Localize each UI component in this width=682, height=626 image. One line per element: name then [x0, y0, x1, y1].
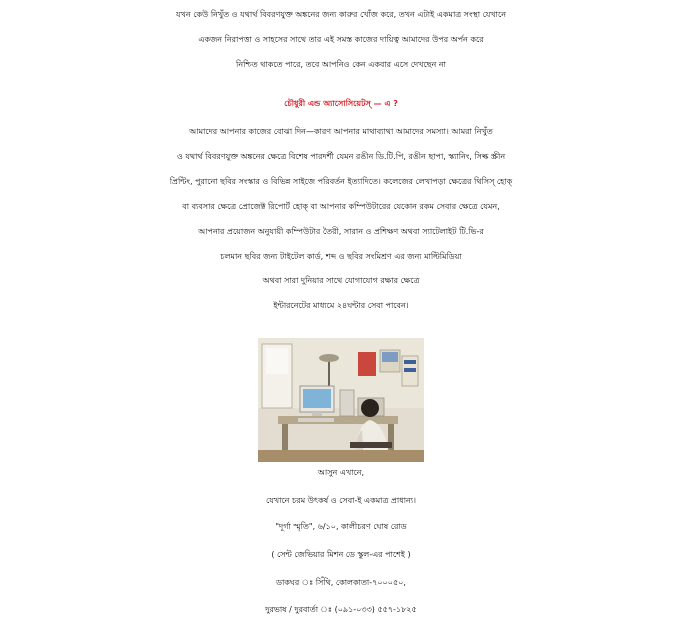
address-line-3: "দূর্গা স্মৃতি", ৬/১০, কালীচরণ ঘোষ রোড [275, 522, 407, 531]
intro-line-1: যখন কেউ নিখুঁত ও যথার্থ বিবরণযুক্ত অঙ্কনের জন্য কারুর খোঁজ করে, তখন এটাই একমাত্র সংস্থা যেখানে [176, 10, 506, 19]
address-line-1: আসুন এখানে, [317, 468, 365, 477]
company-headline: চৌধুরী এন্ড অ্যাসোসিয়েটস্ — এ ? [284, 99, 398, 108]
office-photo-illustration [258, 338, 424, 462]
address-line-6: দুরভাষ / দুরবার্তা ঃ (০৯১-০৩৩) ৫৫৭-১৮২৫ [265, 605, 417, 614]
body-line-3: প্রিন্টিং, পুরানো ছবির সংস্কার ও বিভিন্ন সাইজে পরিবর্তন ইত্যাদিতে। কলেজের লেখাপড়া ক্ষেত্রের থিসিস্ হোক্ [169, 177, 513, 186]
address-line-4: ( সেন্ট জেভিয়ার মিশন ডে স্কুল-এর পাশেই ) [271, 550, 411, 559]
body-line-5: আপনার প্রয়োজন অনুযায়ী কম্পিউটার তৈরী, সারান ও প্রশিক্ষণ অথবা স্যাটেলাইট টি.ভি-র [198, 227, 484, 236]
body-line-8: ইন্টারনেটের মাধ্যমে ২৪ঘন্টার সেবা পাবেন। [273, 301, 409, 310]
address-line-5: ডাকঘর ঃ সিঁথি, কোলকাতা-৭০০০৫০, [276, 578, 406, 587]
intro-line-3: নিশ্চিত থাকতে পারে, তবে আপনিও কেন একবার এসে দেখছেন না [236, 60, 446, 69]
body-line-7: অথবা সারা দুনিয়ার সাথে যোগাযোগ রক্ষার ক্ষেত্রে [262, 276, 420, 285]
body-line-4: বা ব্যবসার ক্ষেত্রে প্রোজেক্ট রিপোর্ট হোক্ বা আপনার কম্পিউটারের যেকোন রকম সেবার ক্ষেত্রে যেমন, [182, 202, 500, 211]
body-line-1: আমাদের আপনার কাজের বোঝা দিন—কারণ আপনার মাথাব্যাথা আমাদের সমস্যা। আমরা নিখুঁত [189, 127, 493, 136]
body-line-2: ও যথার্থ বিবরণযুক্ত অঙ্কনের ক্ষেত্রে বিশেষ পারদর্শী যেমন রঙীন ডি.টি.পি, রঙীন ছাপা, স্ক্যানিং, সিল্ক স্ক্রীন [176, 152, 506, 161]
intro-line-2: একজন নিরাপত্তা ও সাহসের সাথে তার এই সমস্ত কাজের দায়িত্ব আমাদের উপর অর্পন করে [198, 35, 484, 44]
office-photo [258, 338, 424, 462]
address-line-2: যেখানে চরম উৎকর্ষ ও সেবা-ই একমাত্র প্রাধান্য। [266, 496, 416, 505]
body-line-6: চলমান ছবির জন্য টাইটেল কার্ড, শব্দ ও ছবির সংমিশ্রণ এর জন্য মাল্টিমিডিয়া [220, 252, 462, 261]
